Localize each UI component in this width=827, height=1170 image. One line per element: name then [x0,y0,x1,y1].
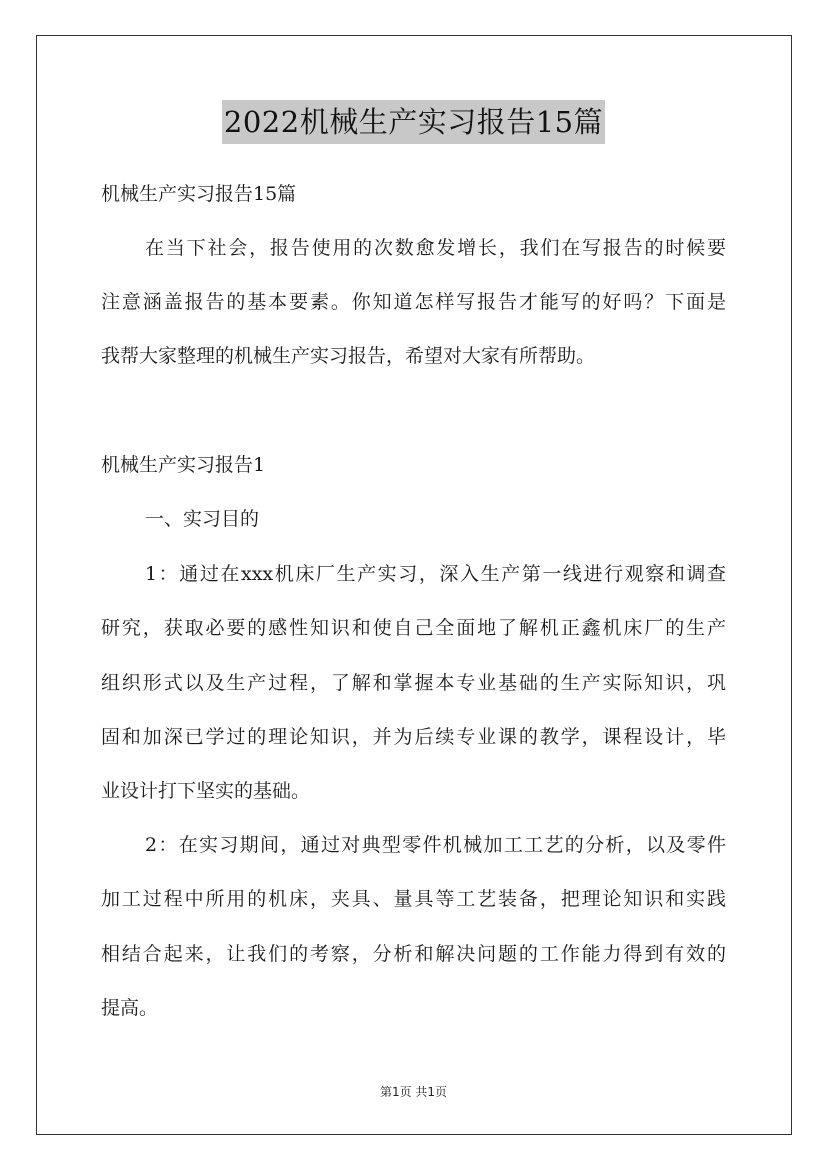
document-subtitle: 机械生产实习报告15篇 [101,183,297,205]
paragraph2-line: 相结合起来，让我们的考察，分析和解决问题的工作能力得到有效的 [101,943,726,965]
page-footer: 第1页 共1页 [379,1085,448,1099]
section-heading: 机械生产实习报告1 [101,454,266,476]
paragraph1-line: 组织形式以及生产过程，了解和掌握本专业基础的生产实际知识，巩 [101,672,726,694]
paragraph1-line: 业设计打下坚实的基础。 [101,780,311,802]
title-container [0,100,827,144]
intro-line: 我帮大家整理的机械生产实习报告，希望对大家有所帮助。 [101,345,596,367]
intro-line: 在当下社会，报告使用的次数愈发增长，我们在写报告的时候要 [145,237,726,259]
subheading: 一、实习目的 [145,508,260,530]
paragraph2-line: 加工过程中所用的机床，夹具、量具等工艺装备，把理论知识和实践 [101,888,726,910]
paragraph1-line: 1：通过在xxx机床厂生产实习，深入生产第一线进行观察和调查 [145,563,726,585]
paragraph2-line: 提高。 [101,997,159,1019]
paragraph1-line: 固和加深已学过的理论知识，并为后续专业课的教学，课程设计，毕 [101,726,726,748]
paragraph2-line: 2：在实习期间，通过对典型零件机械加工工艺的分析，以及零件 [145,834,726,856]
intro-line: 注意涵盖报告的基本要素。你知道怎样写报告才能写的好吗？下面是 [101,291,726,313]
paragraph1-line: 研究，获取必要的感性知识和使自己全面地了解机正鑫机床厂的生产 [101,617,726,639]
document-title: 2022机械生产实习报告15篇 [222,100,605,144]
